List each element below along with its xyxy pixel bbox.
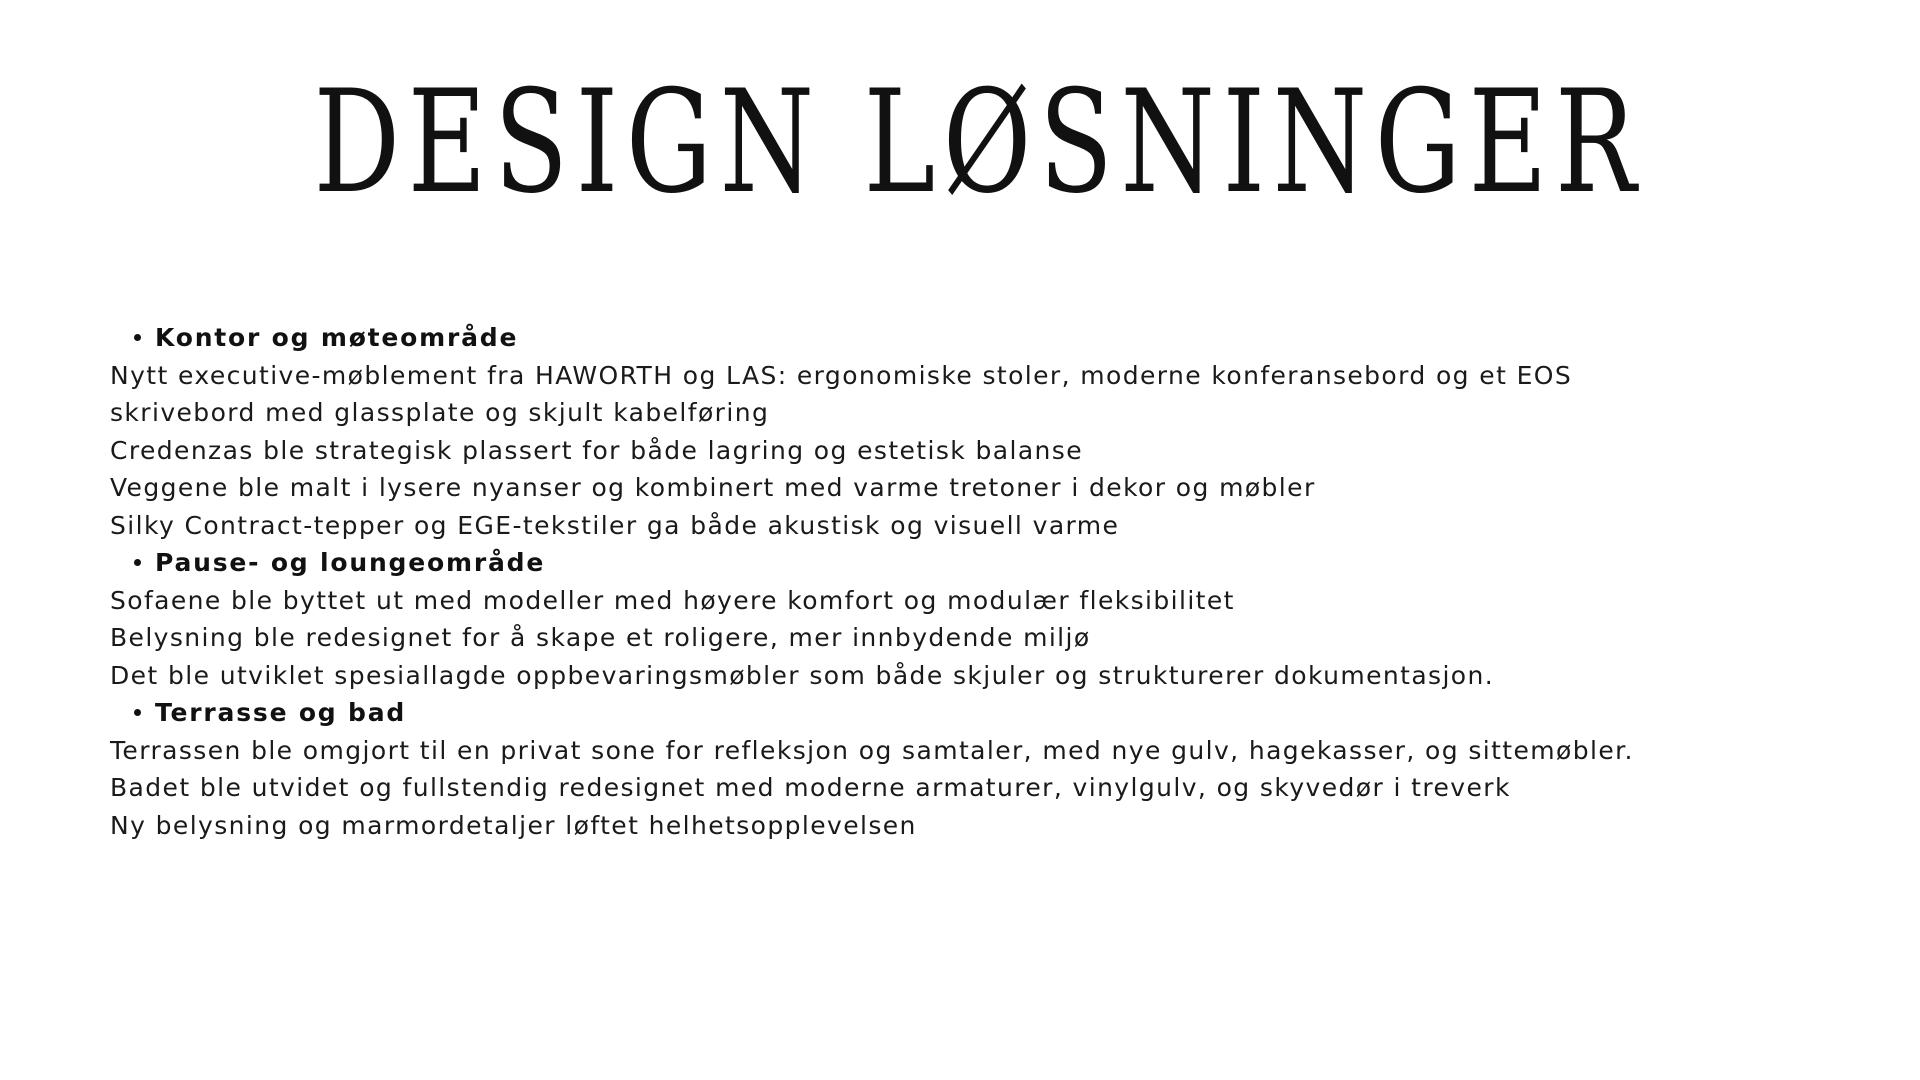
body-line: Det ble utviklet spesiallagde oppbevaringsmøbler som både skjuler og strukturerer dokumentasjon. [110,660,1495,690]
content-body [110,319,1810,844]
section-heading-pause [110,544,1810,582]
section-heading-label: Kontor og møteområde [155,323,519,352]
body-line: Sofaene ble byttet ut med modeller med høyere komfort og modulær fleksibilitet [110,585,1235,615]
bullet-icon [134,334,141,341]
body-line: Ny belysning og marmordetaljer løftet helhetsopplevelsen [110,810,917,840]
body-line: Terrassen ble omgjort til en privat sone for refleksjon og samtaler, med nye gulv, hagekasser, og sittemøbler. [110,735,1634,765]
section-heading-terrasse [110,694,1810,732]
body-line: Badet ble utvidet og fullstendig redesignet med moderne armaturer, vinylgulv, og skyvedør i treverk [110,773,1511,802]
body-line: skrivebord med glassplate og skjult kabelføring [110,398,770,427]
body-line: Silky Contract-tepper og EGE-tekstiler ga både akustisk og visuell varme [110,510,1120,540]
body-line: Nytt executive-møblement fra HAWORTH og LAS: ergonomiske stoler, moderne konferansebord og et EOS [110,360,1573,390]
body-line: Belysning ble redesignet for å skape et roligere, mer innbydende miljø [110,623,1091,652]
section-heading-label: Pause- og loungeområde [155,548,546,577]
section-heading-label: Terrasse og bad [155,698,407,727]
bullet-icon [134,559,141,566]
body-line: Credenzas ble strategisk plassert for både lagring og estetisk balanse [110,435,1084,465]
body-line: Veggene ble malt i lysere nyanser og kombinert med varme tretoner i dekor og møbler [110,473,1316,502]
section-heading-kontor [110,319,1810,357]
bullet-icon [134,709,141,716]
page-title: DESIGN LØSNINGER [313,60,1644,225]
